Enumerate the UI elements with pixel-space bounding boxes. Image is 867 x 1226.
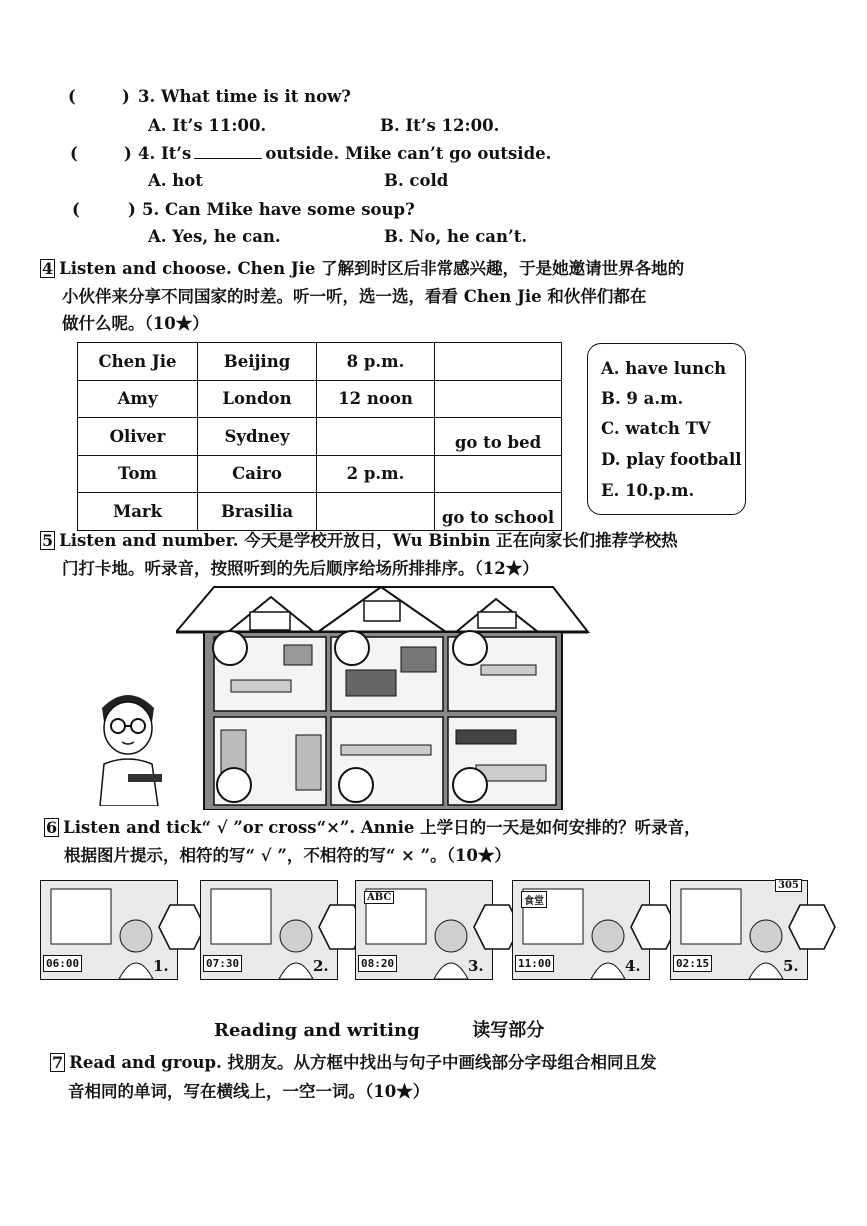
table-cell: Amy	[78, 380, 198, 418]
option-a: A. Yes, he can.	[148, 227, 281, 246]
table-cell: Tom	[78, 455, 198, 493]
answer-cell[interactable]	[317, 418, 435, 456]
option-item: A. have lunch	[601, 359, 727, 378]
answer-paren-close: )	[128, 200, 136, 219]
picture-number: 1.	[153, 957, 169, 975]
section-number: 5	[42, 531, 54, 550]
options-box	[587, 343, 746, 515]
reading-writing-heading	[214, 1016, 544, 1042]
scene-sign: 305	[775, 879, 802, 892]
section-4-instruction-line-3: 做什么呢。（10★）	[62, 314, 209, 333]
table-row	[78, 380, 562, 418]
option-a: A. It’s 11:00.	[148, 116, 267, 135]
picture-number: 3.	[468, 957, 484, 975]
instruction-text: Listen and choose. Chen Jie 了解到时区后非常感兴趣，于是她邀请世界各地的	[59, 259, 685, 278]
table-cell: Mark	[78, 493, 198, 531]
table-cell: 2 p.m.	[317, 455, 435, 493]
heading-cn: 读写部分	[472, 1020, 545, 1041]
number-circle[interactable]	[339, 768, 373, 802]
question-text: 3. What time is it now?	[138, 87, 351, 106]
section-number: 6	[46, 818, 58, 837]
answer-paren-open: (	[68, 87, 76, 106]
option-item: B. 9 a.m.	[601, 389, 684, 408]
section-5-instruction-line-2: 门打卡地。听录音，按照听到的先后顺序给场所排排序。（12★）	[62, 559, 539, 578]
option-a: A. hot	[148, 171, 203, 190]
clock-time: 07:30	[203, 955, 242, 972]
option-b: B. No, he can’t.	[384, 227, 528, 246]
time-zone-table	[77, 342, 562, 531]
table-cell: Beijing	[198, 343, 317, 381]
table-row	[78, 493, 562, 531]
option-item: D. play football	[601, 450, 742, 469]
section-7-instruction-line-2: 音相同的单词，写在横线上，一空一词。（10★）	[68, 1082, 430, 1101]
picture-number: 5.	[783, 957, 799, 975]
section-6-instruction-line-2: 根据图片提示，相符的写“ √ ”，不相符的写“ × ”。（10★）	[64, 846, 511, 865]
answer-cell[interactable]	[317, 493, 435, 531]
instruction-text: Read and group. 找朋友。从方框中找出与句子中画线部分字母组合相同且发	[69, 1053, 657, 1072]
question-text-after: outside. Mike can’t go outside.	[265, 144, 552, 163]
table-row	[78, 343, 562, 381]
number-circle[interactable]	[453, 768, 487, 802]
section-number: 7	[52, 1053, 64, 1072]
answer-cell[interactable]	[435, 380, 562, 418]
number-circle[interactable]	[217, 768, 251, 802]
instruction-text: Listen and number. 今天是学校开放日，Wu Binbin 正在向家长们推荐学校热	[59, 531, 678, 550]
option-b: B. cold	[384, 171, 449, 190]
section-4-instruction-line-1	[40, 255, 684, 279]
answer-paren-open: (	[70, 144, 78, 163]
table-cell: 8 p.m.	[317, 343, 435, 381]
table-row	[78, 455, 562, 493]
number-circle[interactable]	[213, 631, 247, 665]
picture-number: 2.	[313, 957, 329, 975]
number-circle[interactable]	[335, 631, 369, 665]
table-cell: go to school	[435, 493, 562, 531]
scene-sign: 食堂	[521, 891, 547, 908]
section-7-instruction-line-1	[50, 1049, 657, 1073]
question-text-before: 4. It’s	[138, 144, 192, 163]
answer-paren-open: (	[72, 200, 80, 219]
table-cell: 12 noon	[317, 380, 435, 418]
section-6-instruction-line-1	[44, 814, 701, 838]
picture-number: 4.	[625, 957, 641, 975]
boy-illustration	[92, 686, 164, 806]
table-cell: Cairo	[198, 455, 317, 493]
question-text: 5. Can Mike have some soup?	[142, 200, 415, 219]
option-item: C. watch TV	[601, 419, 711, 438]
section-5-instruction-line-1	[40, 527, 678, 551]
table-cell: Brasilia	[198, 493, 317, 531]
option-item: E. 10.p.m.	[601, 481, 695, 500]
option-b: B. It’s 12:00.	[380, 116, 500, 135]
answer-paren-close: )	[122, 87, 130, 106]
fill-in-blank[interactable]	[194, 144, 262, 159]
clock-time: 06:00	[43, 955, 82, 972]
table-cell: Sydney	[198, 418, 317, 456]
scene-sign: ABC	[364, 891, 394, 904]
table-cell: London	[198, 380, 317, 418]
answer-hexagon[interactable]	[158, 904, 206, 950]
question-text	[138, 144, 551, 163]
table-cell: Oliver	[78, 418, 198, 456]
section-number: 4	[42, 259, 54, 278]
answer-cell[interactable]	[435, 455, 562, 493]
table-cell: Chen Jie	[78, 343, 198, 381]
answer-hexagon[interactable]	[788, 904, 836, 950]
heading-en: Reading and writing	[214, 1020, 420, 1041]
number-circle[interactable]	[453, 631, 487, 665]
instruction-text: Listen and tick“ √ ”or cross“×”. Annie 上学日的一天是如何安排的？听录音，	[63, 818, 701, 837]
answer-paren-close: )	[124, 144, 132, 163]
clock-time: 11:00	[515, 955, 554, 972]
clock-time: 08:20	[358, 955, 397, 972]
table-row	[78, 418, 562, 456]
answer-cell[interactable]	[435, 343, 562, 381]
clock-time: 02:15	[673, 955, 712, 972]
table-cell: go to bed	[435, 418, 562, 456]
school-building-illustration	[176, 585, 591, 810]
section-4-instruction-line-2: 小伙伴来分享不同国家的时差。听一听，选一选，看看 Chen Jie 和伙伴们都在	[62, 287, 647, 306]
